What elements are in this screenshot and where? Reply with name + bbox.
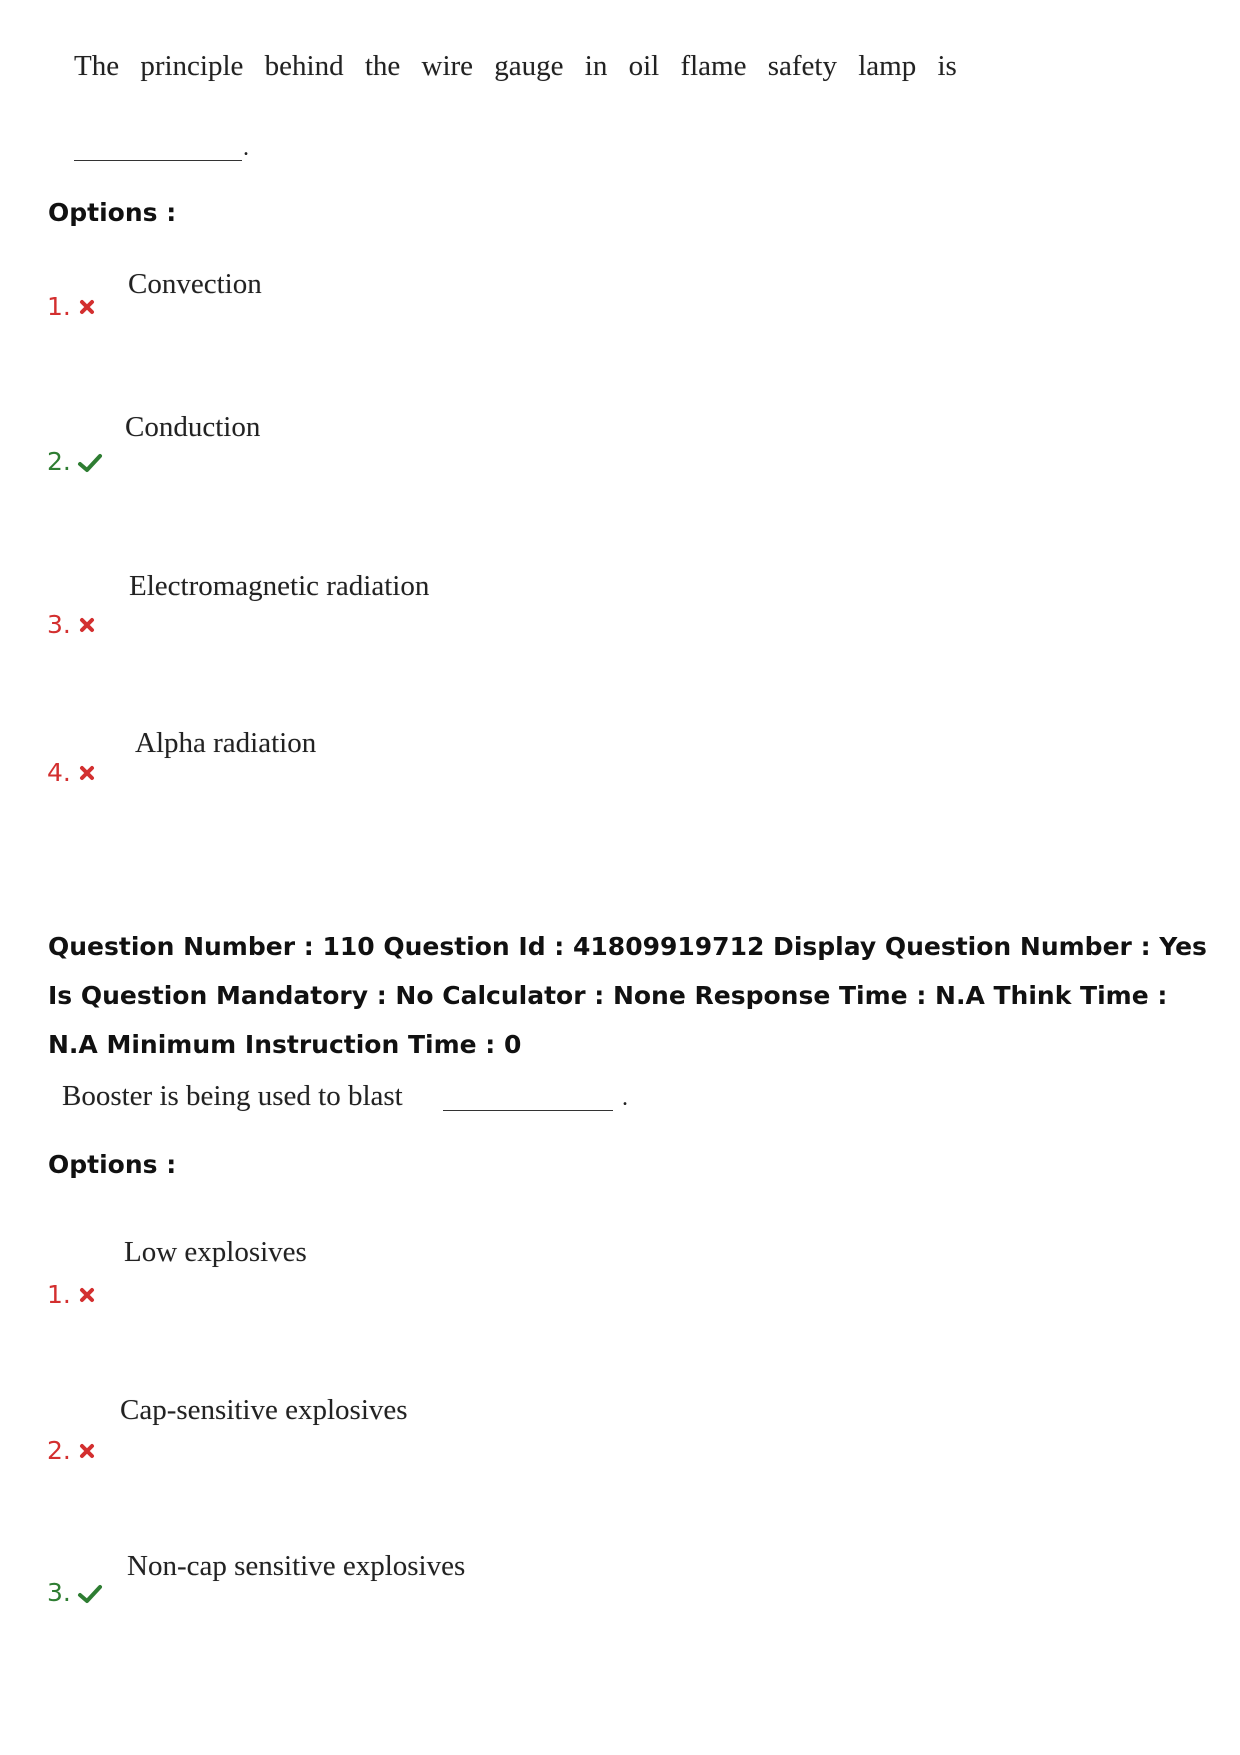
q1-option-2 [47, 447, 103, 476]
q2-option-2 [47, 1436, 97, 1465]
q1-option-2-number: 2. [47, 447, 71, 476]
q2-option-2-text: Cap-sensitive explosives [120, 1394, 408, 1426]
q1-option-4 [47, 758, 97, 787]
question-2-blank-suffix: . [622, 1085, 628, 1111]
q2-option-1-text: Low explosives [124, 1236, 307, 1268]
q1-option-3 [47, 610, 97, 639]
question-1-options-label: Options : [48, 198, 177, 227]
cross-icon [77, 615, 97, 635]
question-1-text: The principle behind the wire gauge in oil flame safety lamp is [74, 50, 957, 82]
q1-option-3-text: Electromagnetic radiation [129, 570, 430, 602]
cross-icon [77, 1285, 97, 1305]
q1-option-1-text: Convection [128, 268, 262, 300]
q1-option-1-number: 1. [47, 292, 71, 321]
question-2-text: Booster is being used to blast [62, 1080, 403, 1112]
q2-option-1-number: 1. [47, 1280, 71, 1309]
q1-option-3-number: 3. [47, 610, 71, 639]
q2-option-1 [47, 1280, 97, 1309]
question-2-blank [443, 1088, 613, 1111]
check-icon [77, 452, 103, 472]
question-1-blank-suffix: . [243, 135, 249, 161]
q2-option-2-number: 2. [47, 1436, 71, 1465]
q2-option-3-text: Non-cap sensitive explosives [127, 1550, 466, 1582]
q2-option-3 [47, 1578, 103, 1607]
cross-icon [77, 297, 97, 317]
q1-option-4-number: 4. [47, 758, 71, 787]
question-1-blank [74, 140, 242, 161]
cross-icon [77, 1441, 97, 1461]
q2-option-3-number: 3. [47, 1578, 71, 1607]
check-icon [77, 1583, 103, 1603]
q1-option-4-text: Alpha radiation [135, 727, 317, 759]
question-2-options-label: Options : [48, 1150, 177, 1179]
q1-option-2-text: Conduction [125, 411, 261, 443]
q1-option-1 [47, 292, 97, 321]
cross-icon [77, 763, 97, 783]
question-2-metadata: Question Number : 110 Question Id : 41809919712 Display Question Number : Yes Is Question Mandatory : No Calculator : None Response Time : N.A Think Time : N.A Minimum Instruction Time : 0 [48, 932, 1207, 1059]
